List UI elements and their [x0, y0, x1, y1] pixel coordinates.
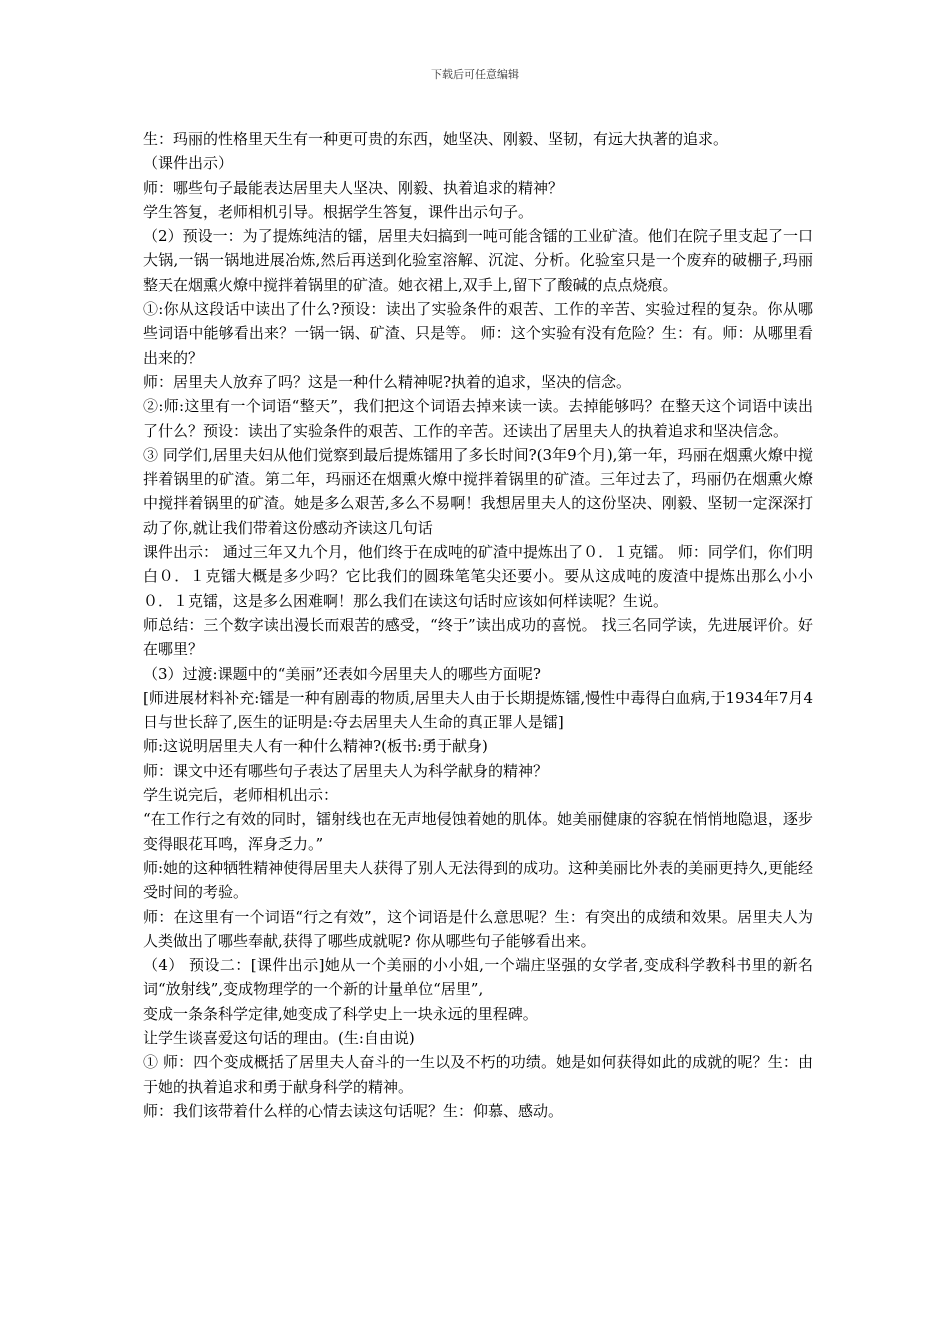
paragraph: “在工作行之有效的同时，镭射线也在无声地侵蚀着她的肌体。她美丽健康的容貌在悄悄地隐退，逐步变得眼花耳鸣，浑身乏力。”: [143, 810, 813, 853]
paragraph: 生：玛丽的性格里天生有一种更可贵的东西，她坚决、刚毅、坚韧，有远大执著的追求。: [143, 130, 729, 148]
paragraph: ③ 同学们,居里夫妇从他们觉察到最后提炼镭用了多长时间?(3年9个月),第一年，玛丽在烟熏火燎中搅拌着锅里的矿渣。第二年，玛丽还在烟熏火燎中搅拌着锅里的矿渣。三年过去了，玛丽仍在烟熏火燎中搅拌着锅里的矿渣。她是多么艰苦,多么不易啊！我想居里夫人的这份坚决、刚毅、坚韧一定深深打动了你,就让我们带着这份感动齐读这几句话: [143, 445, 813, 537]
paragraph: 师:她的这种牺牲精神使得居里夫人获得了别人无法得到的成功。这种美丽比外表的美丽更持久,更能经受时间的考验。: [143, 858, 813, 902]
paragraph: （课件出示）: [143, 154, 234, 173]
paragraph: ① 师：四个变成概括了居里夫人奋斗的一生以及不朽的功绩。她是如何获得如此的成就的呢？生：由于她的执着追求和勇于献身科学的精神。: [143, 1053, 813, 1096]
paragraph: 让学生谈喜爱这句话的理由。(生:自由说): [143, 1028, 415, 1047]
paragraph: ②:师:这里有一个词语“整天”，我们把这个词语去掉来读一读。去掉能够吗？在整天这个词语中读出了什么？预设：读出了实验条件的艰苦、工作的辛苦。还读出了居里夫人的执着追求和坚决信念。: [143, 397, 813, 440]
paragraph: 师总结：三个数字读出漫长而艰苦的感受，“终于”读出成功的喜悦。 找三名同学读，先进展评价。好在哪里？: [143, 615, 813, 659]
paragraph: （4） 预设二：[课件出示]她从一个美丽的小小姐,一个端庄坚强的女学者,变成科学教科书里的新名词“放射线”,变成物理学的一个新的计量单位“居里”,: [143, 956, 813, 999]
paragraph: ①:你从这段话中读出了什么?预设：读出了实验条件的艰苦、工作的辛苦、实验过程的复杂。你从哪些词语中能够看出来？一锅一锅、矿渣、只是等。 师：这个实验有没有危险？生：有。师：从哪里看出来的？: [143, 300, 813, 367]
paragraph: 学生答复，老师相机引导。根据学生答复，课件出示句子。: [143, 202, 534, 221]
document-body: [143, 127, 813, 1123]
page-header: 下载后可任意编辑: [431, 68, 519, 81]
paragraph: 师：哪些句子最能表达居里夫人坚决、刚毅、执着追求的精神？: [143, 178, 564, 197]
paragraph: 学生说完后，老师相机出示：: [143, 786, 339, 805]
paragraph: （3）过渡:课题中的“美丽”还表如今居里夫人的哪些方面呢?: [143, 664, 541, 683]
paragraph: [师进展材料补充:镭是一种有剧毒的物质,居里夫人由于长期提炼镭,慢性中毒得白血病,于1934年7月4日与世长辞了,医生的证明是:夺去居里夫人生命的真正罪人是镭]: [143, 688, 813, 732]
paragraph: 师：在这里有一个词语“行之有效”，这个词语是什么意思呢？生：有突出的成绩和效果。居里夫人为人类做出了哪些奉献,获得了哪些成就呢? 你从哪些句子能够看出来。: [143, 907, 813, 950]
paragraph: （2）预设一：为了提炼纯洁的镭，居里夫妇搞到一吨可能含镭的工业矿渣。他们在院子里支起了一口大锅,一锅一锅地进展冶炼,然后再送到化验室溶解、沉淀、分析。化验室只是一个废弃的破棚子,玛丽整天在烟熏火燎中搅拌着锅里的矿渣。她衣裙上,双手上,留下了酸碱的点点烧痕。: [143, 227, 813, 294]
paragraph: 师:这说明居里夫人有一种什么精神?(板书:勇于献身): [143, 737, 488, 756]
paragraph: 师：居里夫人放弃了吗？这是一种什么精神呢?执着的追求，坚决的信念。: [143, 372, 632, 391]
paragraph: 师：我们该带着什么样的心情去读这句话呢？生：仰慕、感动。: [143, 1101, 564, 1120]
paragraph: 师：课文中还有哪些句子表达了居里夫人为科学献身的精神？: [143, 761, 549, 780]
paragraph: 课件出示： 通过三年又九个月，他们终于在成吨的矿渣中提炼出了０．１克镭。 师：同学们，你们明白０．１克镭大概是多少吗？它比我们的圆珠笔笔尖还要小。要从这成吨的废渣中提炼出那么小小０．１克镭，这是多么困难啊！那么我们在读这句话时应该如何样读呢？生说。: [143, 543, 813, 610]
paragraph: 变成一条条科学定律,她变成了科学史上一块永远的里程碑。: [143, 1004, 538, 1023]
